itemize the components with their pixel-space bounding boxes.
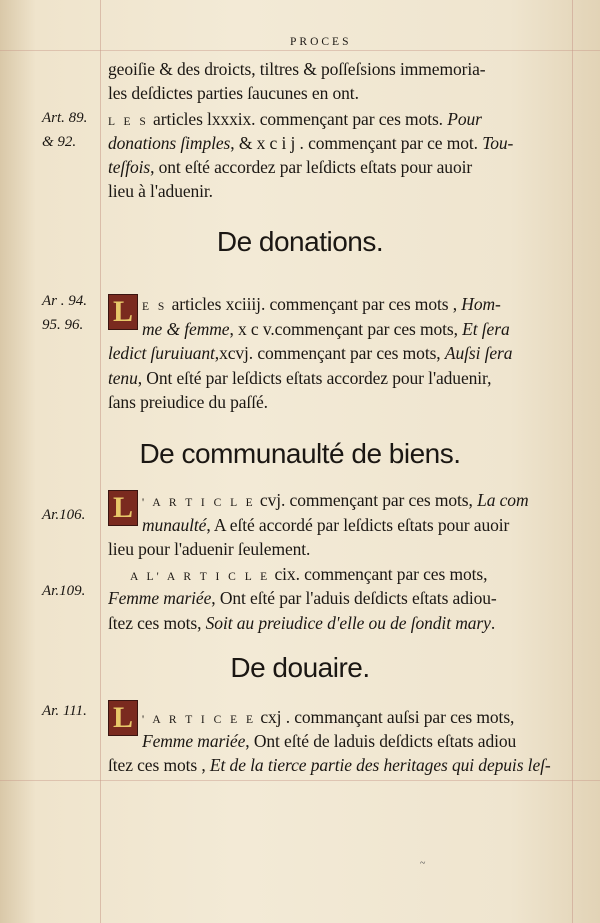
drop-cap-initial: L — [108, 700, 138, 736]
margin-note: Ar.109. — [42, 583, 86, 599]
text-run: Pour — [447, 109, 482, 129]
running-header: PROCES — [290, 36, 352, 48]
text-line — [142, 730, 570, 753]
text-line — [108, 754, 570, 777]
text-line — [108, 612, 570, 635]
text-run: cix. commençant par ces mots, — [270, 563, 488, 584]
margin-rule-top — [0, 50, 600, 51]
text-line — [108, 156, 570, 179]
margin-note: 95. 96. — [42, 317, 84, 333]
text-line — [142, 318, 570, 341]
text-line — [142, 706, 570, 732]
margin-note: Ar . 94. — [42, 293, 87, 309]
text-run: articles lxxxix. commençant par ces mots. — [148, 109, 448, 129]
text-line: les deſdictes parties ſaucunes en ont. — [108, 83, 359, 103]
section-heading: De communaulté de biens. — [139, 438, 461, 469]
margin-note: Ar.106. — [42, 507, 86, 523]
text-run: ſtez ces mots , — [108, 755, 210, 775]
text-run: , x c v.commençant par ces mots, — [229, 318, 463, 339]
margin-rule-bottom — [0, 780, 600, 781]
text-run: Hom- — [461, 294, 501, 314]
text-run: , Ont eſté de laduis deſdicts eſtats adiou — [245, 731, 517, 751]
text-line — [130, 563, 570, 589]
text-run: cxj . commançant auſsi par ces mots, — [256, 707, 515, 727]
text-run: L E S — [108, 116, 149, 128]
text-run: Et ſera — [462, 318, 510, 339]
text-run: munaulté — [142, 514, 207, 535]
text-line — [108, 587, 570, 610]
text-run: ſans preiudice du paſſé. — [108, 392, 268, 412]
text-run: , Ont eſté par leſdicts eſtats accordez pour l'aduenir, — [137, 367, 492, 388]
text-run: ,xcvj. commençant par ces mots, — [214, 343, 445, 363]
text-run: tenu — [108, 367, 138, 388]
text-run: articles xciiij. commençant par ces mots , — [167, 294, 462, 314]
margin-note: & 92. — [42, 134, 77, 150]
text-line — [108, 342, 570, 365]
text-run: Et de la tierce partie des heritages qui depuis leſ- — [209, 755, 551, 775]
text-run: , ont eſté accordez par leſdicts eſtats pour auoir — [150, 157, 473, 177]
section-heading: De donations. — [216, 226, 384, 257]
drop-cap-initial: L — [108, 294, 138, 330]
text-line — [108, 391, 570, 414]
text-run: Tou- — [482, 133, 514, 153]
text-run: E S — [142, 301, 168, 313]
text-run: La com — [477, 490, 529, 510]
text-line — [108, 108, 570, 134]
text-line: geoiſie & des droicts, tiltres & poſſeſsions immemoria- — [108, 59, 486, 79]
text-run: Auſsi ſera — [444, 343, 513, 363]
text-run: Femme mariée — [142, 731, 246, 751]
ornament-mark: ~ — [420, 858, 426, 869]
text-line — [108, 180, 570, 203]
text-run: Femme mariée — [108, 588, 212, 608]
text-run: A L' A R T I C L E — [130, 570, 271, 583]
text-line — [142, 489, 570, 515]
margin-note: Ar. 111. — [42, 703, 87, 719]
text-run: , & x c i j . commençant par ce mot. — [230, 133, 483, 153]
text-run: cvj. commençant par ces mots, — [255, 490, 478, 510]
drop-cap-initial: L — [108, 490, 138, 526]
text-run: teſfois — [108, 157, 151, 177]
text-run: lieu pour l'aduenir ſeulement. — [108, 539, 311, 559]
text-run: ſtez ces mots, — [108, 612, 206, 633]
text-run: , A eſté accordé par leſdicts eſtats pour auoir — [206, 514, 510, 535]
text-run: ' A R T I C L E — [142, 497, 256, 509]
text-run: ' A R T I C E E — [142, 714, 257, 726]
text-run: me & femme — [142, 318, 230, 339]
text-run: . — [490, 612, 496, 633]
margin-note: Art. 89. — [42, 110, 88, 126]
text-line — [142, 514, 570, 537]
text-run: , Ont eſté par l'aduis deſdicts eſtats adiou- — [211, 588, 497, 608]
text-run: donations ſimples — [108, 133, 231, 153]
text-run: ledict ſuruiuant — [108, 343, 215, 363]
text-line — [142, 293, 570, 319]
text-line — [108, 367, 570, 390]
text-line — [108, 538, 570, 561]
text-run: Soit au preiudice d'elle ou de ſondit mary — [205, 612, 491, 633]
text-line — [108, 132, 570, 155]
text-run: lieu à l'aduenir. — [108, 181, 213, 201]
section-heading: De douaire. — [230, 652, 370, 683]
